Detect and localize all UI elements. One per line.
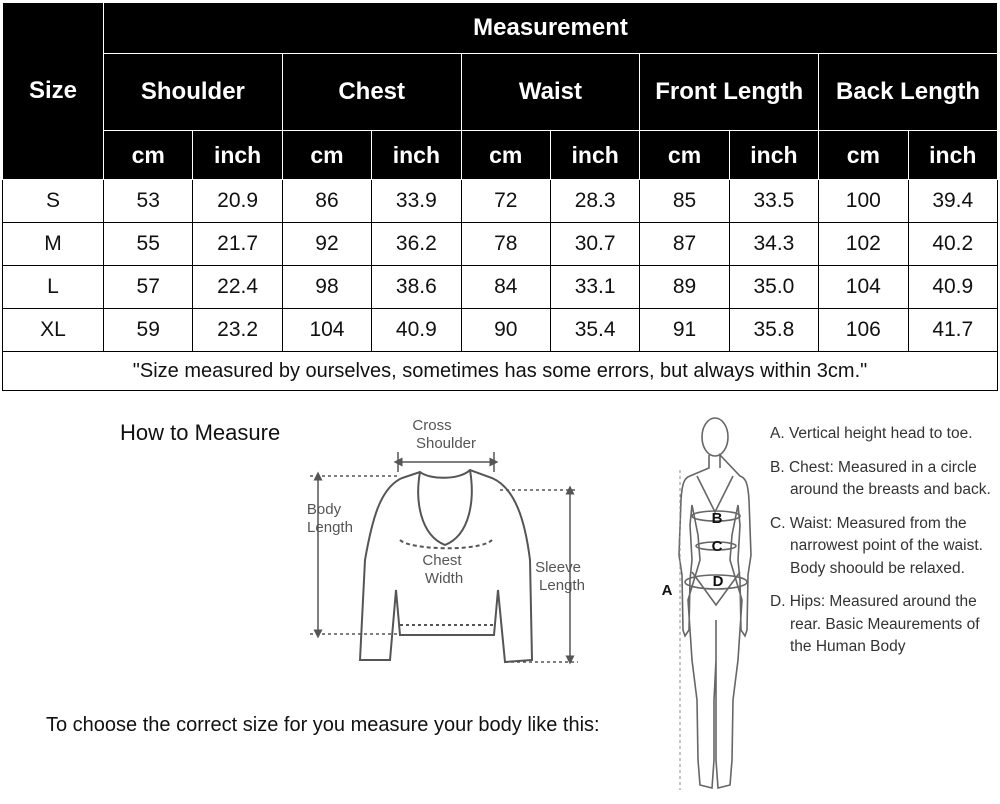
value-cell: 104 bbox=[282, 309, 371, 352]
unit-header: inch bbox=[372, 131, 461, 180]
value-cell: 87 bbox=[640, 223, 729, 266]
value-cell: 59 bbox=[104, 309, 193, 352]
value-cell: 41.7 bbox=[908, 309, 998, 352]
value-cell: 33.1 bbox=[550, 266, 639, 309]
body-label-b: B bbox=[711, 510, 723, 527]
value-cell: 102 bbox=[819, 223, 908, 266]
width-label: Width bbox=[424, 570, 464, 587]
value-cell: 33.5 bbox=[729, 180, 818, 223]
value-cell: 91 bbox=[640, 309, 729, 352]
value-cell: 106 bbox=[819, 309, 908, 352]
sleeve-length-label: Length bbox=[539, 577, 585, 594]
size-cell: S bbox=[3, 180, 104, 223]
unit-header: cm bbox=[640, 131, 729, 180]
value-cell: 33.9 bbox=[372, 180, 461, 223]
sleeve-label: Sleeve bbox=[535, 559, 581, 576]
group-header: Chest bbox=[282, 54, 461, 131]
value-cell: 21.7 bbox=[193, 223, 282, 266]
body-measure-diagram bbox=[650, 410, 765, 804]
value-cell: 98 bbox=[282, 266, 371, 309]
size-cell: L bbox=[3, 266, 104, 309]
legend-d: D. Hips: Measured around the rear. Basic Meaurements of the Human Body bbox=[770, 593, 980, 655]
value-cell: 40.9 bbox=[908, 266, 998, 309]
table-row bbox=[3, 266, 998, 309]
table-row bbox=[3, 180, 998, 223]
value-cell: 72 bbox=[461, 180, 550, 223]
group-header: Front Length bbox=[640, 54, 819, 131]
unit-header: inch bbox=[193, 131, 282, 180]
body-label: Body bbox=[306, 501, 342, 518]
group-header: Shoulder bbox=[104, 54, 283, 131]
unit-header: inch bbox=[729, 131, 818, 180]
body-label-a: A bbox=[661, 582, 673, 599]
measure-group-row bbox=[3, 54, 998, 131]
value-cell: 28.3 bbox=[550, 180, 639, 223]
value-cell: 53 bbox=[104, 180, 193, 223]
cross-label: Cross bbox=[412, 417, 452, 434]
legend-a: A. Vertical height head to toe. bbox=[770, 425, 973, 442]
legend-c: C. Waist: Measured from the narrowest point of the waist. Body shoould be relaxed. bbox=[770, 514, 983, 577]
shirt-measure-diagram bbox=[290, 410, 600, 680]
shoulder-label: Shoulder bbox=[415, 435, 477, 452]
size-chart-table bbox=[2, 2, 998, 391]
value-cell: 90 bbox=[461, 309, 550, 352]
size-header: Size bbox=[3, 3, 104, 180]
value-cell: 85 bbox=[640, 180, 729, 223]
value-cell: 35.4 bbox=[550, 309, 639, 352]
value-cell: 40.2 bbox=[908, 223, 998, 266]
value-cell: 40.9 bbox=[372, 309, 461, 352]
choose-size-instruction: To choose the correct size for you measure your body like this: bbox=[46, 714, 600, 736]
value-cell: 84 bbox=[461, 266, 550, 309]
unit-header: cm bbox=[104, 131, 193, 180]
value-cell: 57 bbox=[104, 266, 193, 309]
unit-header: cm bbox=[819, 131, 908, 180]
table-row bbox=[3, 223, 998, 266]
unit-header: cm bbox=[461, 131, 550, 180]
size-note: "Size measured by ourselves, sometimes has some errors, but always within 3cm." bbox=[3, 352, 998, 391]
body-length-label: Length bbox=[307, 519, 353, 536]
human-figure bbox=[679, 418, 751, 788]
measurement-header: Measurement bbox=[104, 3, 998, 54]
table-row bbox=[3, 309, 998, 352]
group-header: Waist bbox=[461, 54, 640, 131]
value-cell: 55 bbox=[104, 223, 193, 266]
value-cell: 89 bbox=[640, 266, 729, 309]
value-cell: 104 bbox=[819, 266, 908, 309]
unit-header: inch bbox=[550, 131, 639, 180]
how-to-measure-title: How to Measure bbox=[120, 420, 281, 445]
body-label-d: D bbox=[712, 573, 724, 590]
value-cell: 38.6 bbox=[372, 266, 461, 309]
value-cell: 30.7 bbox=[550, 223, 639, 266]
group-header: Back Length bbox=[819, 54, 998, 131]
value-cell: 23.2 bbox=[193, 309, 282, 352]
value-cell: 100 bbox=[819, 180, 908, 223]
value-cell: 20.9 bbox=[193, 180, 282, 223]
unit-header: inch bbox=[908, 131, 998, 180]
unit-row bbox=[3, 131, 998, 180]
value-cell: 86 bbox=[282, 180, 371, 223]
value-cell: 35.8 bbox=[729, 309, 818, 352]
unit-header: cm bbox=[282, 131, 371, 180]
size-cell: M bbox=[3, 223, 104, 266]
chest-label: Chest bbox=[422, 552, 462, 569]
value-cell: 39.4 bbox=[908, 180, 998, 223]
legend-b: B. Chest: Measured in a circle around the breasts and back. bbox=[770, 458, 991, 498]
value-cell: 36.2 bbox=[372, 223, 461, 266]
body-label-c: C bbox=[711, 538, 723, 555]
value-cell: 78 bbox=[461, 223, 550, 266]
value-cell: 35.0 bbox=[729, 266, 818, 309]
measurement-legend bbox=[770, 423, 995, 670]
value-cell: 34.3 bbox=[729, 223, 818, 266]
value-cell: 22.4 bbox=[193, 266, 282, 309]
value-cell: 92 bbox=[282, 223, 371, 266]
size-cell: XL bbox=[3, 309, 104, 352]
